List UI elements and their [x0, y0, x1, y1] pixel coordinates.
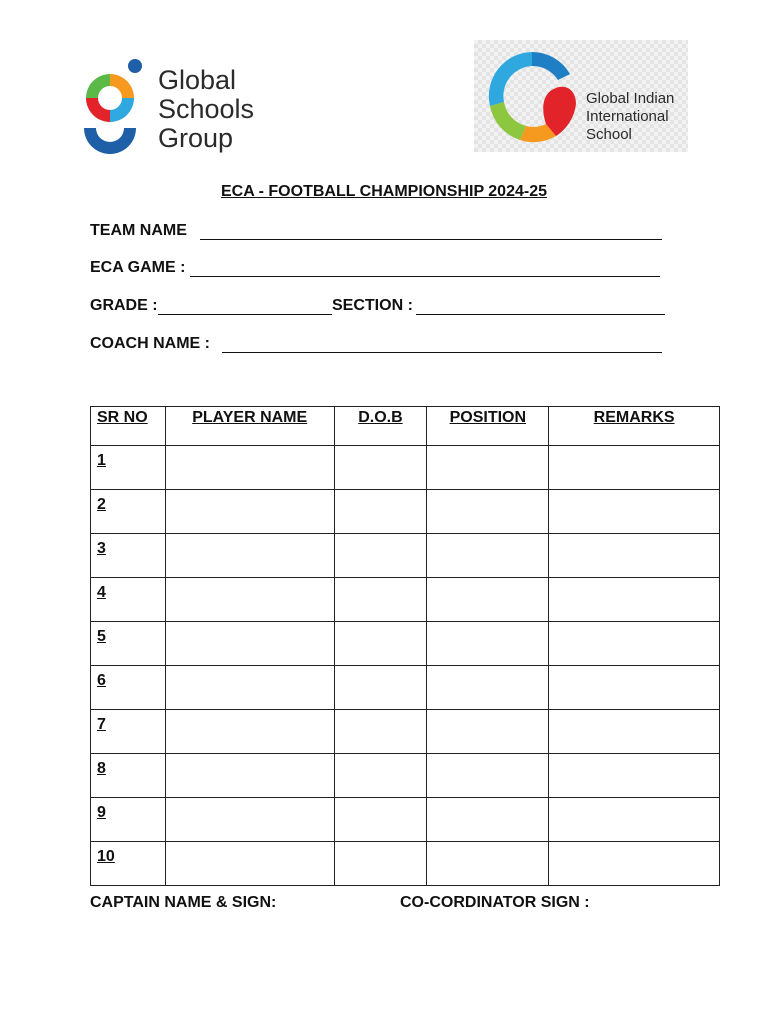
- dob-cell[interactable]: [334, 842, 427, 886]
- eca-game-label: ECA GAME :: [90, 259, 186, 276]
- sr-no-cell: 5: [91, 622, 166, 666]
- dob-cell[interactable]: [334, 446, 427, 490]
- giis-wordmark: [586, 90, 674, 144]
- remarks-cell[interactable]: [549, 446, 720, 490]
- header-sr-no: SR NO: [91, 407, 166, 446]
- remarks-cell[interactable]: [549, 754, 720, 798]
- eca-game-field: [90, 259, 660, 279]
- giis-logo: [474, 40, 688, 152]
- global-schools-group-logo-icon: [80, 56, 144, 160]
- header-dob: D.O.B: [334, 407, 427, 446]
- document-title: ECA - FOOTBALL CHAMPIONSHIP 2024-25: [221, 183, 547, 200]
- dob-cell[interactable]: [334, 578, 427, 622]
- sr-no-cell: 9: [91, 798, 166, 842]
- coach-name-field: [90, 335, 662, 355]
- dob-cell[interactable]: [334, 754, 427, 798]
- player-name-cell[interactable]: [165, 490, 334, 534]
- coach-name-label: COACH NAME :: [90, 335, 210, 352]
- sr-no-cell: 7: [91, 710, 166, 754]
- logo-line: Schools: [158, 94, 255, 124]
- grade-label: GRADE :: [90, 297, 158, 314]
- position-cell[interactable]: [427, 534, 549, 578]
- position-cell[interactable]: [427, 754, 549, 798]
- sr-no-cell: 1: [91, 446, 166, 490]
- remarks-cell[interactable]: [549, 490, 720, 534]
- dob-cell[interactable]: [334, 710, 427, 754]
- table-row: [91, 754, 720, 798]
- global-schools-group-logo: [80, 56, 280, 160]
- player-name-cell[interactable]: [165, 842, 334, 886]
- remarks-cell[interactable]: [549, 578, 720, 622]
- grade-blank[interactable]: [158, 314, 332, 315]
- eca-game-blank[interactable]: [190, 276, 660, 277]
- logo-line: Global Indian: [586, 90, 675, 107]
- table-row: [91, 842, 720, 886]
- grade-section-field: [90, 297, 665, 317]
- sr-no-cell: 10: [91, 842, 166, 886]
- dob-cell[interactable]: [334, 666, 427, 710]
- giis-logo-icon: [480, 44, 584, 148]
- dob-cell[interactable]: [334, 622, 427, 666]
- team-name-blank[interactable]: [200, 239, 662, 240]
- table-row: [91, 534, 720, 578]
- player-name-cell[interactable]: [165, 534, 334, 578]
- position-cell[interactable]: [427, 490, 549, 534]
- position-cell[interactable]: [427, 666, 549, 710]
- player-name-cell[interactable]: [165, 578, 334, 622]
- coordinator-sign-label: CO-CORDINATOR SIGN :: [400, 894, 590, 911]
- table-row: [91, 446, 720, 490]
- header-remarks: REMARKS: [549, 407, 720, 446]
- remarks-cell[interactable]: [549, 842, 720, 886]
- player-name-cell[interactable]: [165, 446, 334, 490]
- sr-no-cell: 8: [91, 754, 166, 798]
- table-row: [91, 490, 720, 534]
- table-row: [91, 578, 720, 622]
- sr-no-cell: 4: [91, 578, 166, 622]
- logo-line: School: [586, 126, 632, 143]
- team-name-label: TEAM NAME: [90, 222, 187, 239]
- player-name-cell[interactable]: [165, 754, 334, 798]
- section-blank[interactable]: [416, 314, 665, 315]
- logo-line: International: [586, 108, 669, 125]
- table-header-row: [91, 407, 720, 446]
- sr-no-cell: 3: [91, 534, 166, 578]
- header-player-name: PLAYER NAME: [165, 407, 334, 446]
- header-position: POSITION: [427, 407, 549, 446]
- sr-no-cell: 2: [91, 490, 166, 534]
- position-cell[interactable]: [427, 710, 549, 754]
- position-cell[interactable]: [427, 622, 549, 666]
- captain-sign-label: CAPTAIN NAME & SIGN:: [90, 894, 277, 911]
- remarks-cell[interactable]: [549, 710, 720, 754]
- position-cell[interactable]: [427, 798, 549, 842]
- dob-cell[interactable]: [334, 798, 427, 842]
- players-table: [90, 406, 720, 886]
- dob-cell[interactable]: [334, 490, 427, 534]
- logo-line: Global: [158, 65, 237, 95]
- sr-no-cell: 6: [91, 666, 166, 710]
- position-cell[interactable]: [427, 842, 549, 886]
- coach-name-blank[interactable]: [222, 352, 662, 353]
- team-name-field: [90, 222, 662, 242]
- player-name-cell[interactable]: [165, 710, 334, 754]
- table-row: [91, 710, 720, 754]
- table-row: [91, 798, 720, 842]
- table-row: [91, 622, 720, 666]
- section-label: SECTION :: [332, 297, 413, 314]
- position-cell[interactable]: [427, 446, 549, 490]
- global-schools-group-wordmark: [158, 66, 254, 153]
- logo-line: Group: [158, 123, 234, 153]
- remarks-cell[interactable]: [549, 798, 720, 842]
- player-name-cell[interactable]: [165, 622, 334, 666]
- remarks-cell[interactable]: [549, 666, 720, 710]
- position-cell[interactable]: [427, 578, 549, 622]
- player-name-cell[interactable]: [165, 666, 334, 710]
- remarks-cell[interactable]: [549, 534, 720, 578]
- remarks-cell[interactable]: [549, 622, 720, 666]
- table-row: [91, 666, 720, 710]
- dob-cell[interactable]: [334, 534, 427, 578]
- player-name-cell[interactable]: [165, 798, 334, 842]
